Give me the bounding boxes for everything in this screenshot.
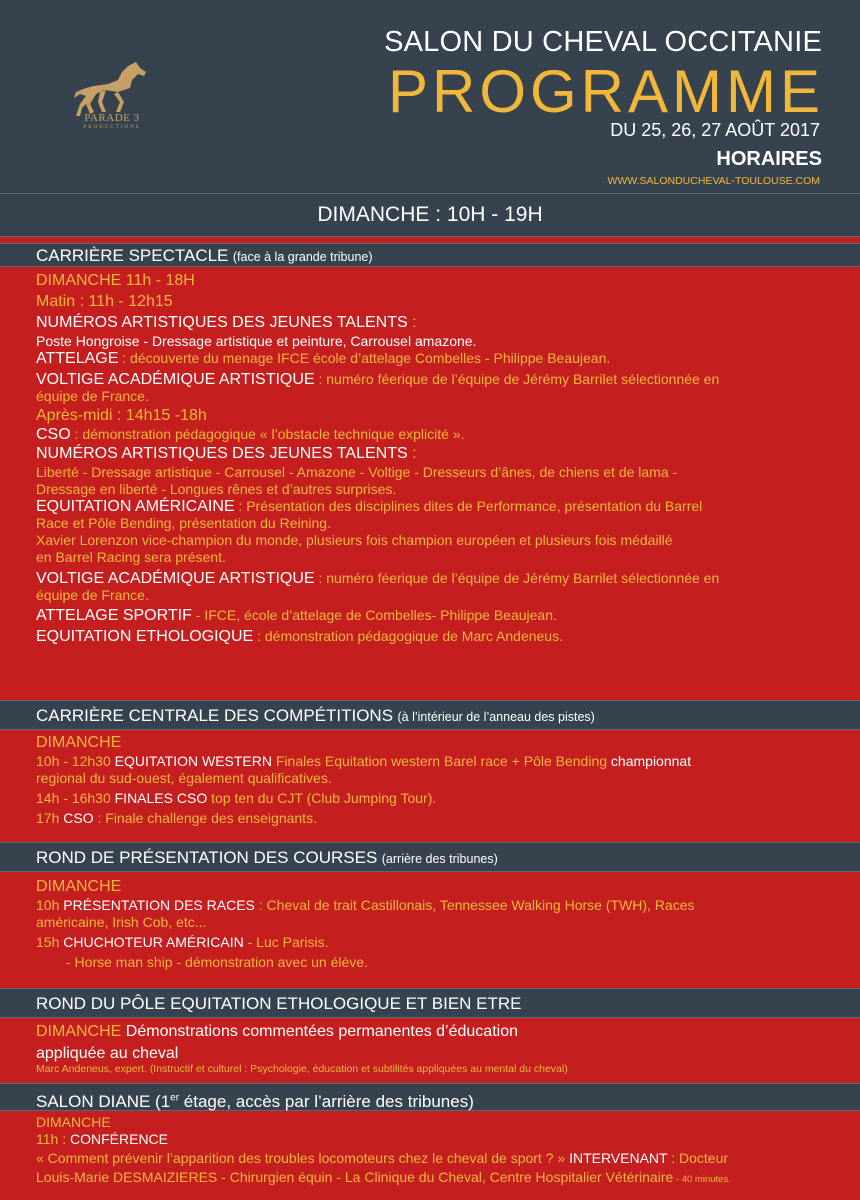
program-line — [36, 934, 836, 951]
program-line: regional du sud-ouest, également qualificatives. — [36, 770, 332, 786]
program-label: PRÉSENTATION DES RACES — [63, 897, 255, 913]
section-title: ROND DE PRÉSENTATION DES COURSES — [36, 848, 378, 867]
section-title-part: SALON DIANE (1 — [36, 1091, 171, 1111]
program-line: équipe de France. — [36, 587, 149, 603]
program-text: Louis-Marie DESMAIZIERES - Chirurgien équin - La Clinique du Cheval, Centre Hospitalier Vétérinaire — [36, 1169, 674, 1185]
section-body-carriere-spectacle — [36, 270, 836, 645]
horaires-heading: HORAIRES — [716, 148, 822, 170]
program-line — [36, 810, 836, 827]
program-time: 14h - 16h30 — [36, 790, 115, 806]
program-time: 10h — [36, 897, 64, 913]
program-line — [36, 753, 836, 770]
program-line: Liberté - Dressage artistique - Carrousel - Amazone - Voltige - Dresseurs d’ânes, de chiens et de lama - — [36, 464, 678, 480]
event-title: SALON DU CHEVAL OCCITANIE — [384, 26, 822, 58]
day-banner-text: DIMANCHE : 10H - 19H — [317, 203, 543, 226]
website-link[interactable]: WWW.SALONDUCHEVAL-TOULOUSE.COM — [607, 175, 820, 187]
day-heading: DIMANCHE 11h - 18H — [36, 272, 195, 289]
program-time: 15h — [36, 934, 64, 950]
program-text: : Cheval de trait Castillonais, Tennessee Walking Horse (TWH), Races — [254, 897, 695, 913]
program-text: : démonstration pédagogique « l’obstacle technique explicité ». — [70, 426, 465, 442]
afternoon-heading: Après-midi : 14h15 -18h — [36, 407, 207, 424]
program-text: - IFCE, école d’attelage de Combelles- Philippe Beaujean. — [191, 607, 557, 623]
program-text: : numéro féerique de l’équipe de Jérémy Barrilet sélectionnée en — [314, 570, 720, 586]
programme-heading: PROGRAMME — [387, 58, 824, 125]
program-label: VOLTIGE ACADÉMIQUE ARTISTIQUE — [36, 371, 315, 388]
program-line — [36, 498, 836, 515]
logo-text: PARADE 3 — [84, 112, 140, 124]
program-line — [36, 897, 836, 914]
program-line — [36, 312, 836, 333]
program-text: top ten du CJT (Club Jumping Tour). — [207, 790, 437, 806]
program-time: 17h — [36, 810, 64, 826]
program-line — [36, 443, 836, 464]
program-line — [36, 607, 836, 624]
program-line: Poste Hongroise - Dressage artistique et peinture, Carrousel amazone. — [36, 333, 477, 349]
program-time: 10h - 12h30 — [36, 753, 115, 769]
program-text: : Finale challenge des enseignants. — [93, 810, 317, 826]
program-line — [36, 426, 836, 443]
program-label: EQUITATION AMÉRICAINE — [36, 498, 235, 515]
program-label: NUMÉROS ARTISTIQUES DES JEUNES TALENTS — [36, 314, 408, 331]
program-line: appliquée au cheval — [36, 1045, 179, 1062]
section-body-carriere-centrale — [36, 732, 836, 827]
program-line — [36, 371, 836, 388]
section-subtitle: (à l’intérieur de l’anneau des pistes) — [397, 710, 595, 724]
program-label: VOLTIGE ACADÉMIQUE ARTISTIQUE — [36, 570, 315, 587]
section-title-part: étage, accès par l’arrière des tribunes) — [179, 1091, 474, 1111]
section-title-sup: er — [170, 1092, 180, 1103]
program-line — [36, 628, 836, 645]
program-line: Race et Pôle Bending, présentation du Reining. — [36, 515, 331, 531]
section-title: ROND DU PÔLE EQUITATION ETHOLOGIQUE ET BIEN ETRE — [36, 994, 522, 1013]
section-header-carriere-spectacle — [0, 243, 860, 267]
program-label: FINALES CSO — [114, 790, 208, 806]
day-heading: DIMANCHE — [36, 1023, 122, 1040]
program-text: : découverte du menage IFCE école d’attelage Combelles - Philippe Beaujean. — [118, 350, 611, 366]
header — [0, 0, 860, 193]
program-label: CSO — [63, 810, 94, 826]
program-colon: : — [407, 314, 417, 331]
section-header-carriere-centrale — [0, 700, 860, 730]
section-body-salon-diane — [36, 1114, 836, 1188]
section-title — [36, 1092, 474, 1111]
program-line: Marc Andeneus, expert. (Instructif et culturel : Psychologie, éducation et subtilités appliquées au mental du cheval) — [36, 1063, 568, 1075]
logo-subtext: PRODUCTIONS — [83, 125, 141, 130]
program-line — [36, 570, 836, 587]
program-colon: : — [407, 445, 417, 462]
program-text: : démonstration pédagogique de Marc Andeneus. — [253, 628, 563, 644]
program-label: ATTELAGE SPORTIF — [36, 607, 192, 624]
program-label: NUMÉROS ARTISTIQUES DES JEUNES TALENTS — [36, 445, 408, 462]
program-line: Dressage en liberté - Longues rênes et d’autres surprises. — [36, 481, 397, 497]
program-time: 11h : — [36, 1131, 70, 1147]
day-heading: DIMANCHE — [36, 878, 122, 895]
program-line: - Horse man ship - démonstration avec un élève. — [66, 954, 368, 970]
program-line: américaine, Irish Cob, etc... — [36, 914, 207, 930]
program-text: « Comment prévenir l’apparition des troubles locomoteurs chez le cheval de sport ? » — [36, 1150, 570, 1166]
program-label: CSO — [36, 426, 71, 443]
program-label: ATTELAGE — [36, 350, 119, 367]
program-line — [36, 1150, 836, 1167]
event-dates: DU 25, 26, 27 AOÛT 2017 — [610, 120, 820, 140]
day-heading: DIMANCHE — [36, 734, 122, 751]
program-label: EQUITATION ETHOLOGIQUE — [36, 628, 254, 645]
section-subtitle: (face à la grande tribune) — [232, 250, 373, 264]
section-header-rond-pole — [0, 988, 860, 1018]
program-line — [36, 350, 836, 367]
program-line — [36, 1169, 836, 1188]
day-banner — [0, 193, 860, 237]
section-subtitle: (arrière des tribunes) — [381, 852, 498, 866]
program-text: : numéro féerique de l’équipe de Jérémy Barrilet sélectionnée en — [314, 371, 720, 387]
program-line: équipe de France. — [36, 388, 149, 404]
program-label: INTERVENANT — [569, 1150, 668, 1166]
program-label: EQUITATION WESTERN — [114, 753, 272, 769]
program-text: championnat — [607, 753, 692, 769]
section-body-rond-presentation — [36, 876, 836, 971]
program-line — [36, 790, 836, 807]
section-title: CARRIÈRE SPECTACLE — [36, 246, 229, 265]
section-body-rond-pole — [36, 1021, 836, 1076]
program-text: - Luc Parisis. — [243, 934, 329, 950]
program-text: Démonstrations commentées permanentes d’éducation — [121, 1023, 518, 1040]
program-text: : Présentation des disciplines dites de Performance, présentation du Barrel — [234, 498, 703, 514]
program-line — [36, 1131, 836, 1148]
program-text-small: - 40 minutes. — [673, 1174, 731, 1185]
program-label: CONFÉRENCE — [70, 1131, 169, 1147]
day-heading: DIMANCHE — [36, 1114, 111, 1130]
section-header-salon-diane — [0, 1083, 860, 1111]
program-line: Xavier Lorenzon vice-champion du monde, plusieurs fois champion européen et plusieurs fois médaillé — [36, 532, 673, 548]
program-text: : Docteur — [667, 1150, 729, 1166]
section-title: CARRIÈRE CENTRALE DES COMPÉTITIONS — [36, 706, 394, 725]
program-text: Finales Equitation western Barel race + Pôle Bending — [272, 753, 608, 769]
morning-heading: Matin : 11h - 12h15 — [36, 293, 173, 310]
program-line: en Barrel Racing sera présent. — [36, 549, 226, 565]
section-header-rond-presentation — [0, 842, 860, 872]
program-line — [36, 1021, 836, 1042]
program-label: CHUCHOTEUR AMÉRICAIN — [63, 934, 244, 950]
